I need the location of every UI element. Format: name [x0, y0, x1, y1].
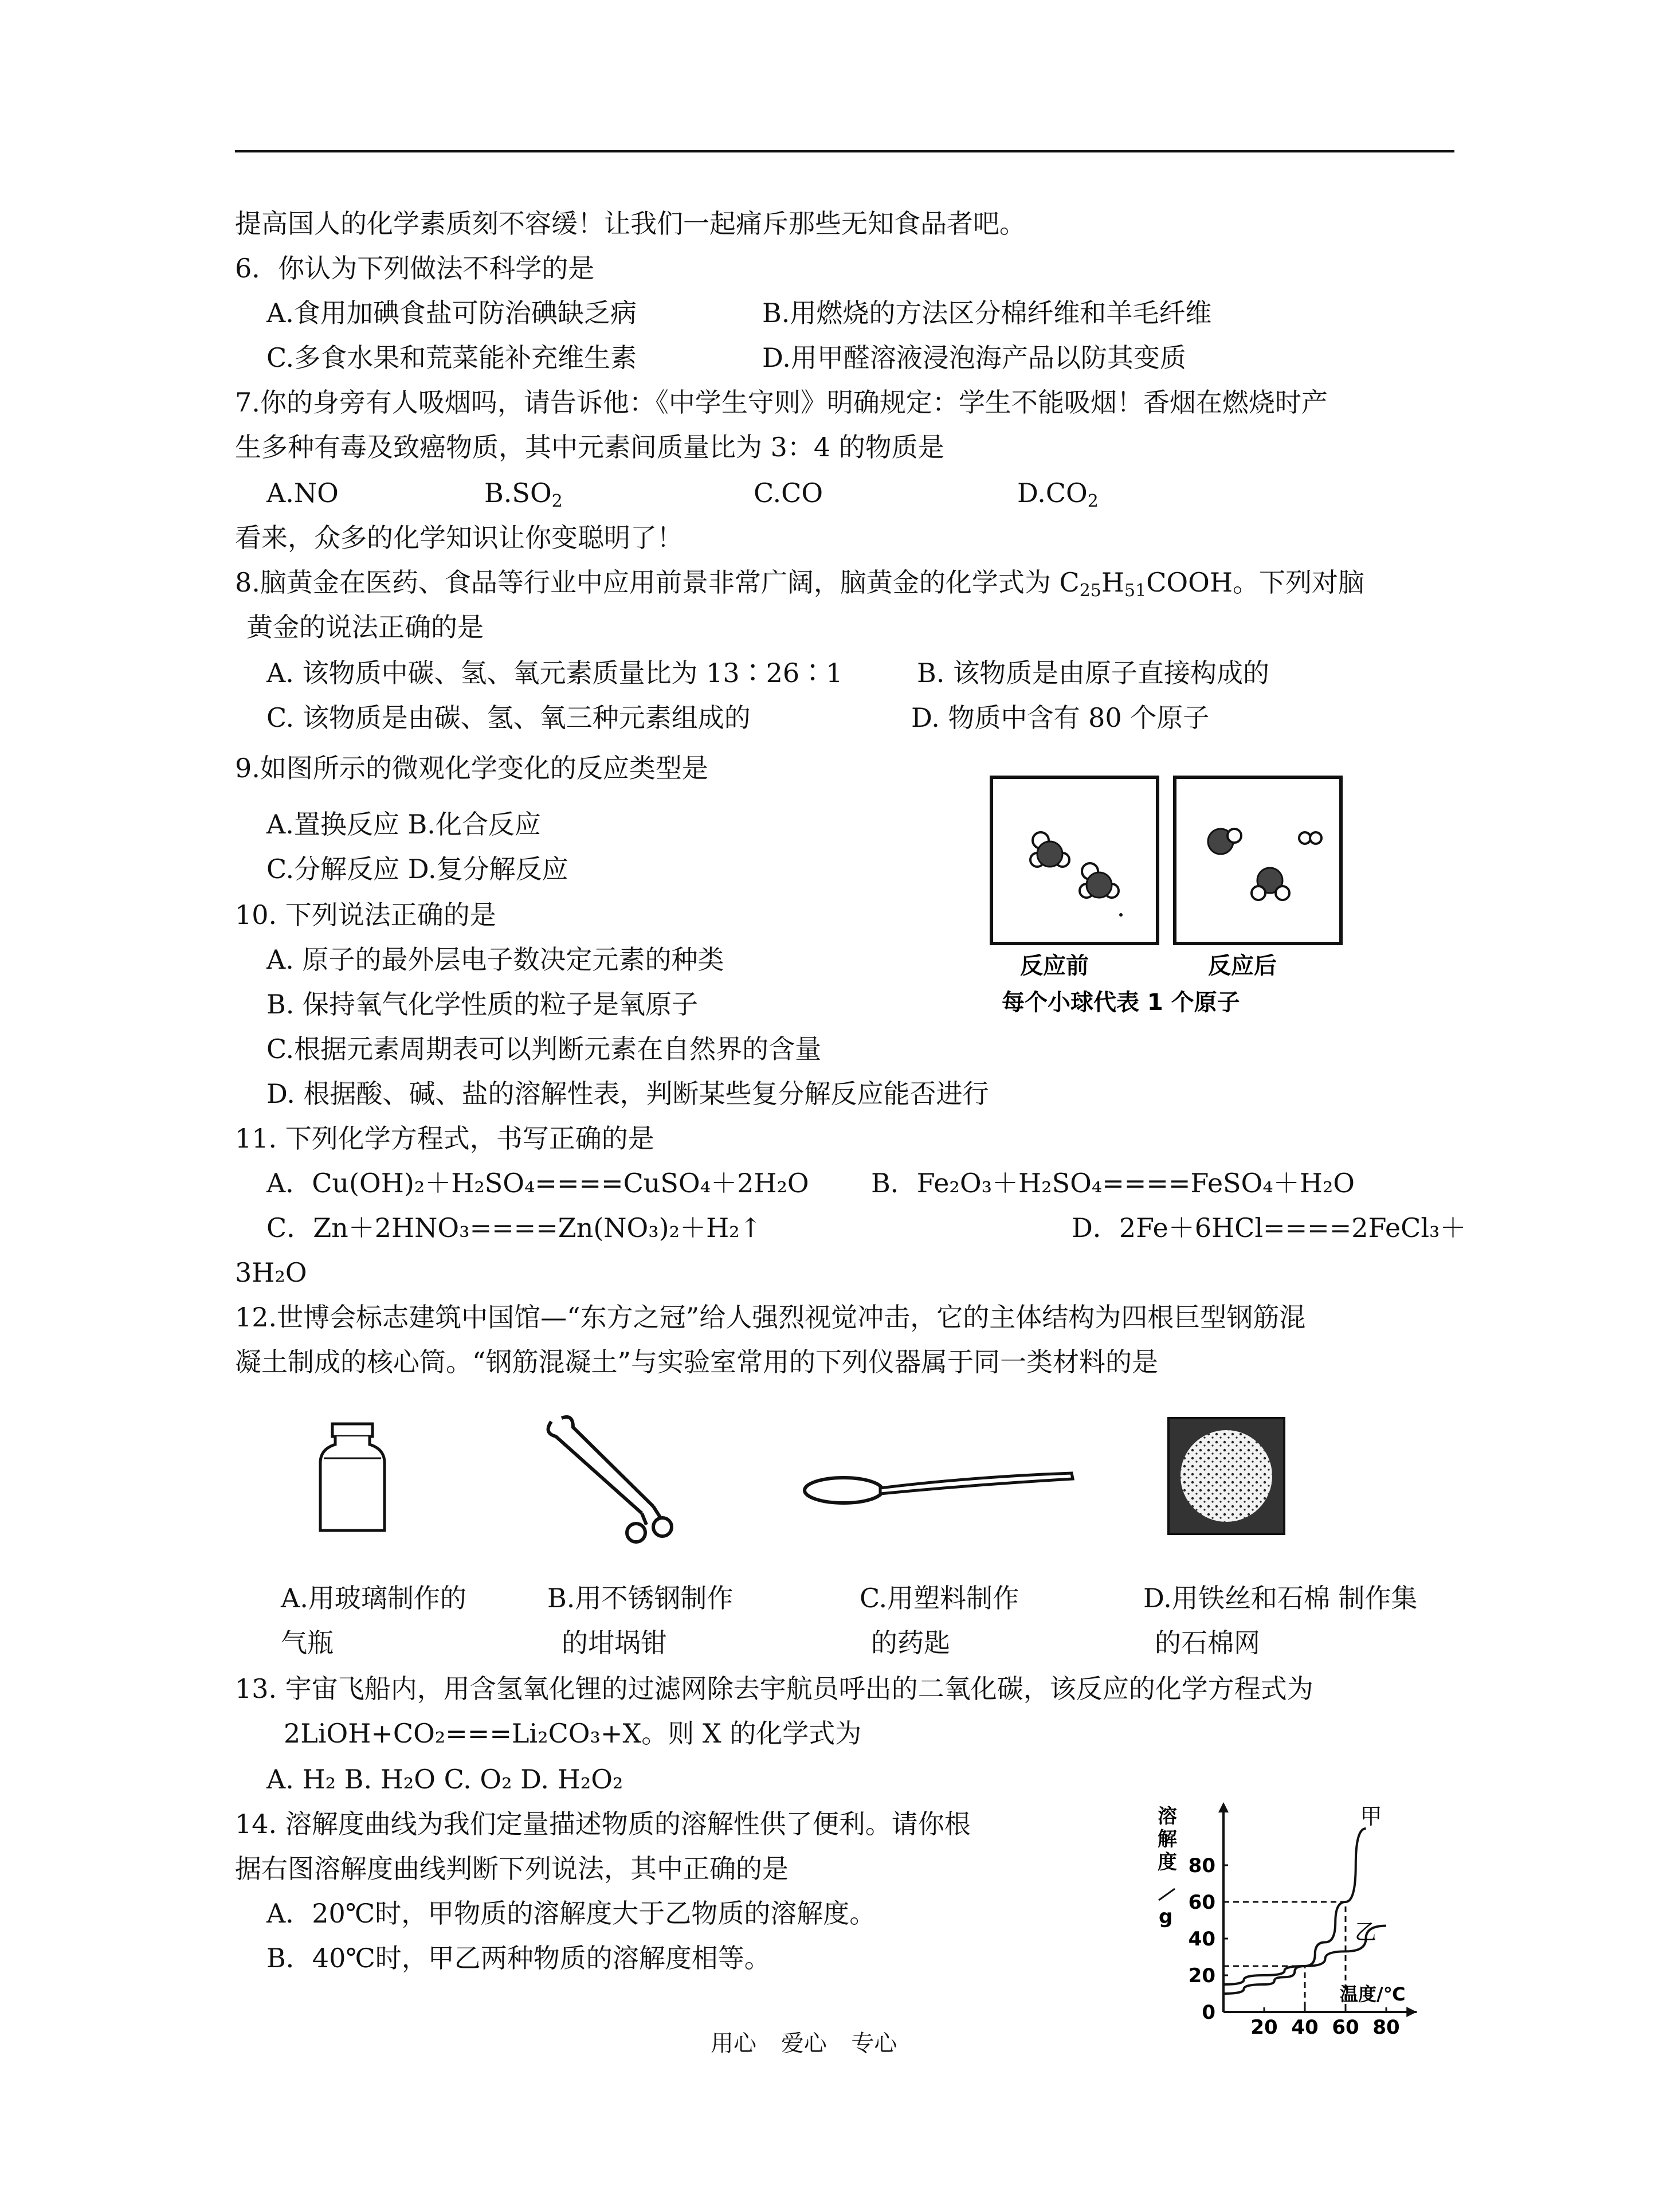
y-tick-label: 80: [1188, 1854, 1215, 1877]
header-rule: [235, 150, 1454, 152]
q11-option-d-continued: 3H₂O: [235, 1257, 307, 1288]
q12-option-a-line1: A.用玻璃制作的: [281, 1583, 466, 1614]
molecule-before-1: [1030, 832, 1069, 867]
after-box: [1175, 777, 1341, 943]
x-tick-label: 20: [1250, 2016, 1278, 2039]
x-tick-label: 40: [1291, 2016, 1319, 2039]
q6-stem: 6．你认为下列做法不科学的是: [235, 253, 595, 284]
diagram-caption: 每个小球代表 1 个原子: [1002, 989, 1240, 1016]
label-after: 反应后: [1208, 953, 1277, 979]
q7-option-d: $D.CO_2$: [1017, 477, 1099, 511]
reaction-diagram: [986, 774, 1352, 1020]
series-curve-1: [1223, 1829, 1366, 1994]
q7-stem-line1: 7.你的身旁有人吸烟吗，请告诉他：《中学生守则》明确规定：学生不能吸烟！香烟在燃烧时产: [235, 387, 1328, 418]
q7-option-b: $B.SO_2$: [484, 477, 563, 511]
q12-option-a-line2: 气瓶: [281, 1627, 334, 1658]
q14-option-a: A．20℃时，甲物质的溶解度大于乙物质的溶解度。: [266, 1898, 876, 1929]
q6-option-d: D.用甲醛溶液浸泡海产品以防其变质: [762, 342, 1186, 373]
y-axis-label-char: 度: [1158, 1851, 1177, 1874]
q12-option-d-line2: 的石棉网: [1155, 1627, 1260, 1658]
molecule-after-3: [1252, 868, 1289, 900]
q13-equation: 2LiOH+CO₂===Li₂CO₃+X。则 X 的化学式为: [284, 1718, 862, 1749]
q14-stem-line2: 据右图溶解度曲线判断下列说法，其中正确的是: [235, 1853, 789, 1884]
q9-options-ab: A.置换反应 B.化合反应: [266, 809, 541, 840]
q10-option-c: C.根据元素周期表可以判断元素在自然界的含量: [266, 1033, 822, 1064]
q10-option-b: B. 保持氧气化学性质的粒子是氧原子: [266, 989, 699, 1020]
x-axis-arrow: [1406, 2007, 1417, 2017]
y-axis-label-char: 解: [1158, 1828, 1177, 1851]
q8-stem-line1: 8.脑黄金在医药、食品等行业中应用前景非常广阔，脑黄金的化学式为 $C_{25}H_{51}COOH$。下列对脑: [235, 567, 1364, 601]
q11-stem: 11. 下列化学方程式，书写正确的是: [235, 1123, 654, 1154]
x-tick-label: 60: [1332, 2016, 1359, 2039]
q8-option-a: A. 该物质中碳、氢、氧元素质量比为 13∶26∶1: [266, 657, 843, 688]
q7-stem-line2: 生多种有毒及致癌物质，其中元素间质量比为 3：4 的物质是: [235, 432, 944, 463]
q12-option-c-line2: 的药匙: [871, 1627, 950, 1658]
q8-option-c: C. 该物质是由碳、氢、氧三种元素组成的: [266, 702, 751, 733]
solubility-chart: [1146, 1794, 1456, 2039]
asbestos-gauze-image: [1166, 1416, 1287, 1536]
guide-line: [1223, 1902, 1346, 2012]
q12-stem-line1: 12.世博会标志建筑中国馆—“东方之冠”给人强烈视觉冲击，它的主体结构为四根巨型钢筋混: [235, 1302, 1306, 1333]
y-axis-label-unit: g: [1159, 1905, 1173, 1928]
q12-option-d-line1: D.用铁丝和石棉 制作集: [1143, 1583, 1418, 1614]
guide-line: [1223, 1966, 1305, 2012]
before-box: [991, 777, 1158, 943]
q6-option-b: B.用燃烧的方法区分棉纤维和羊毛纤维: [762, 297, 1212, 328]
q7-option-c: C.CO: [754, 477, 823, 508]
q9-stem: 9.如图所示的微观化学变化的反应类型是: [235, 753, 708, 784]
y-axis-label-slash: [1159, 1889, 1175, 1900]
y-tick-label: 0: [1202, 2001, 1215, 2024]
q12-option-b-line2: 的坩埚钳: [562, 1627, 667, 1658]
molecule-after-1: [1208, 829, 1241, 854]
q9-options-cd: C.分解反应 D.复分解反应: [266, 854, 568, 884]
molecule-after-2: [1299, 832, 1321, 844]
series-label-1: 甲: [1360, 1804, 1382, 1829]
interlude-text: 看来，众多的化学知识让你变聪明了！: [235, 522, 683, 553]
y-tick-label: 20: [1188, 1964, 1215, 1987]
q10-option-a: A. 原子的最外层电子数决定元素的种类: [266, 944, 724, 975]
crucible-tongs-image: [539, 1410, 688, 1559]
x-axis-label: 温度/℃: [1340, 1983, 1406, 2005]
label-before: 反应前: [1020, 953, 1089, 979]
q12-option-c-line1: C.用塑料制作: [860, 1583, 1019, 1614]
q13-options: A. H₂ B. H₂O C. O₂ D. H₂O₂: [266, 1764, 623, 1795]
q12-stem-line2: 凝土制成的核心筒。“钢筋混凝土”与实验室常用的下列仪器属于同一类材料的是: [235, 1346, 1159, 1377]
q6-option-a: A.食用加碘食盐可防治碘缺乏病: [266, 297, 637, 328]
y-tick-label: 60: [1188, 1891, 1215, 1914]
y-axis-label-char: 溶: [1158, 1805, 1177, 1828]
gas-bottle-image: [312, 1422, 393, 1536]
y-axis-arrow: [1218, 1802, 1229, 1812]
molecule-before-2: [1080, 863, 1119, 898]
q11-option-a: A．Cu(OH)₂＋H₂SO₄====CuSO₄＋2H₂O: [266, 1168, 809, 1199]
q13-stem: 13. 宇宙飞船内，用含氢氧化锂的过滤网除去宇航员呼出的二氧化碳，该反应的化学方程式为: [235, 1673, 1313, 1704]
q8-option-b: B. 该物质是由原子直接构成的: [917, 657, 1270, 688]
q8-stem-line2: 黄金的说法正确的是: [246, 612, 484, 643]
q10-stem: 10. 下列说法正确的是: [235, 899, 496, 930]
x-tick-label: 80: [1372, 2016, 1400, 2039]
q11-option-c: C．Zn＋2HNO₃====Zn(NO₃)₂＋H₂↑: [266, 1212, 762, 1243]
page-footer: 用心 爱心 专心: [711, 2030, 897, 2057]
q6-option-c: C.多食水果和荒菜能补充维生素: [266, 342, 637, 373]
q12-option-b-line1: B.用不锈钢制作: [547, 1583, 734, 1614]
y-tick-label: 40: [1188, 1928, 1215, 1951]
q8-option-d: D. 物质中含有 80 个原子: [911, 702, 1210, 733]
intro-text: 提高国人的化学素质刻不容缓！让我们一起痛斥那些无知食品者吧。: [235, 208, 1026, 239]
series-label-2: 乙: [1355, 1919, 1377, 1945]
q11-option-b: B．Fe₂O₃＋H₂SO₄====FeSO₄＋H₂O: [871, 1168, 1355, 1199]
q7-option-a: A.NO: [266, 477, 339, 508]
q14-option-b: B．40℃时，甲乙两种物质的溶解度相等。: [266, 1943, 771, 1974]
q10-option-d: D. 根据酸、碱、盐的溶解性表，判断某些复分解反应能否进行: [266, 1078, 989, 1109]
q14-stem-line1: 14. 溶解度曲线为我们定量描述物质的溶解性供了便利。请你根: [235, 1808, 971, 1839]
medicine-spoon-image: [802, 1456, 1077, 1525]
q11-option-d: D．2Fe＋6HCl====2FeCl₃＋: [1072, 1212, 1466, 1243]
